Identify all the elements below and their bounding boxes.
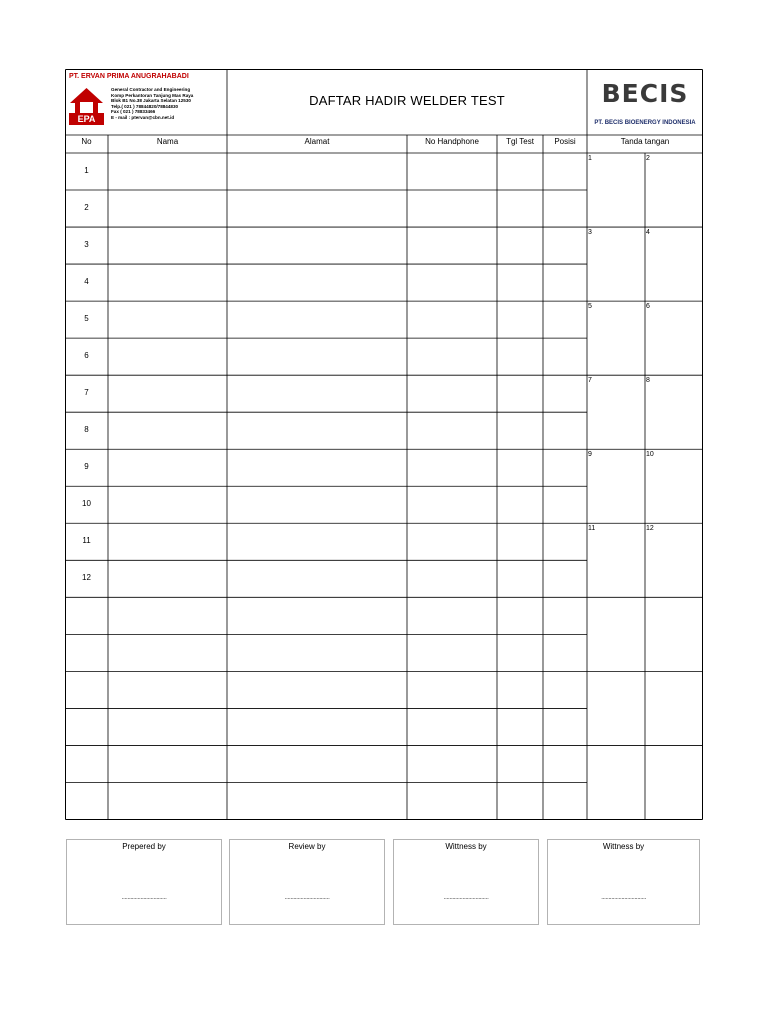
signature-slot-number: 2 [646,155,650,162]
prepared-by-label: Prepered by [122,842,166,851]
row-number: 3 [84,240,89,249]
row-number: 11 [82,536,91,545]
header-tgl-test: Tgl Test [506,137,534,146]
signature-slot-number: 6 [646,303,650,310]
signature-slot-number: 1 [588,155,592,162]
row-number: 7 [84,388,89,397]
address-line: Telp.( 021 ) 78844820/78844830 [111,103,179,109]
header-posisi: Posisi [554,137,576,146]
partner-name: PT. BECIS BIOENERGY INDONESIA [594,120,696,126]
address-line: E - mail : ptervan@cbn.net.id [111,114,175,120]
company-address [111,87,193,121]
signature-line: ............................... [284,894,330,901]
address-line: Komp Perkantoran Tanjung Mas Raya [111,92,194,98]
company-name: PT. ERVAN PRIMA ANUGRAHABADI [69,73,189,80]
signature-slot-number: 7 [588,377,592,384]
signature-line: ............................... [601,894,646,901]
becis-logo: BECIS [601,79,689,108]
witness-by-box-1[interactable] [393,839,539,925]
review-by-box[interactable] [229,839,385,925]
attendance-sheet [65,69,703,820]
signature-slot-number: 11 [588,525,596,532]
prepared-by-box[interactable] [66,839,222,925]
signature-slot-number: 5 [588,303,592,310]
header-alamat: Alamat [304,137,330,146]
header-nama: Nama [156,137,179,146]
header-no: No [81,137,92,146]
epa-logo [68,86,105,126]
address-line: Fax ( 021 ) 78833466 [111,109,156,115]
row-number: 5 [84,314,89,323]
signature-line: ............................... [443,894,489,901]
row-number: 1 [84,166,89,175]
address-line: Blok B1 No.38 Jakarta Selatan 12530 [111,98,191,104]
row-number: 10 [82,499,91,508]
review-by-label: Review by [288,842,326,851]
address-line: General Contractor and Engineering [111,87,191,92]
signature-slot-number: 9 [588,451,592,458]
signature-slot-number: 8 [646,377,650,384]
witness-by-label: Wittness by [602,842,645,851]
row-number: 12 [82,573,91,582]
header-no-handphone: No Handphone [425,137,479,146]
row-number: 6 [84,351,89,360]
witness-by-box-2[interactable] [547,839,700,925]
signature-line: ............................... [121,894,167,901]
witness-by-label: Wittness by [445,842,487,851]
epa-logo-text: EPA [77,114,96,124]
table-grid [65,69,703,820]
signature-slot-number: 3 [588,229,592,236]
row-number: 4 [84,277,89,286]
signature-slot-number: 4 [646,229,650,236]
page-title: DAFTAR HADIR WELDER TEST [309,93,505,108]
row-number: 8 [84,425,89,434]
signature-slot-number: 12 [646,525,654,532]
header-tanda-tangan: Tanda tangan [620,137,670,146]
row-number: 2 [84,203,89,212]
row-number: 9 [84,462,89,471]
signature-slot-number: 10 [646,451,654,458]
